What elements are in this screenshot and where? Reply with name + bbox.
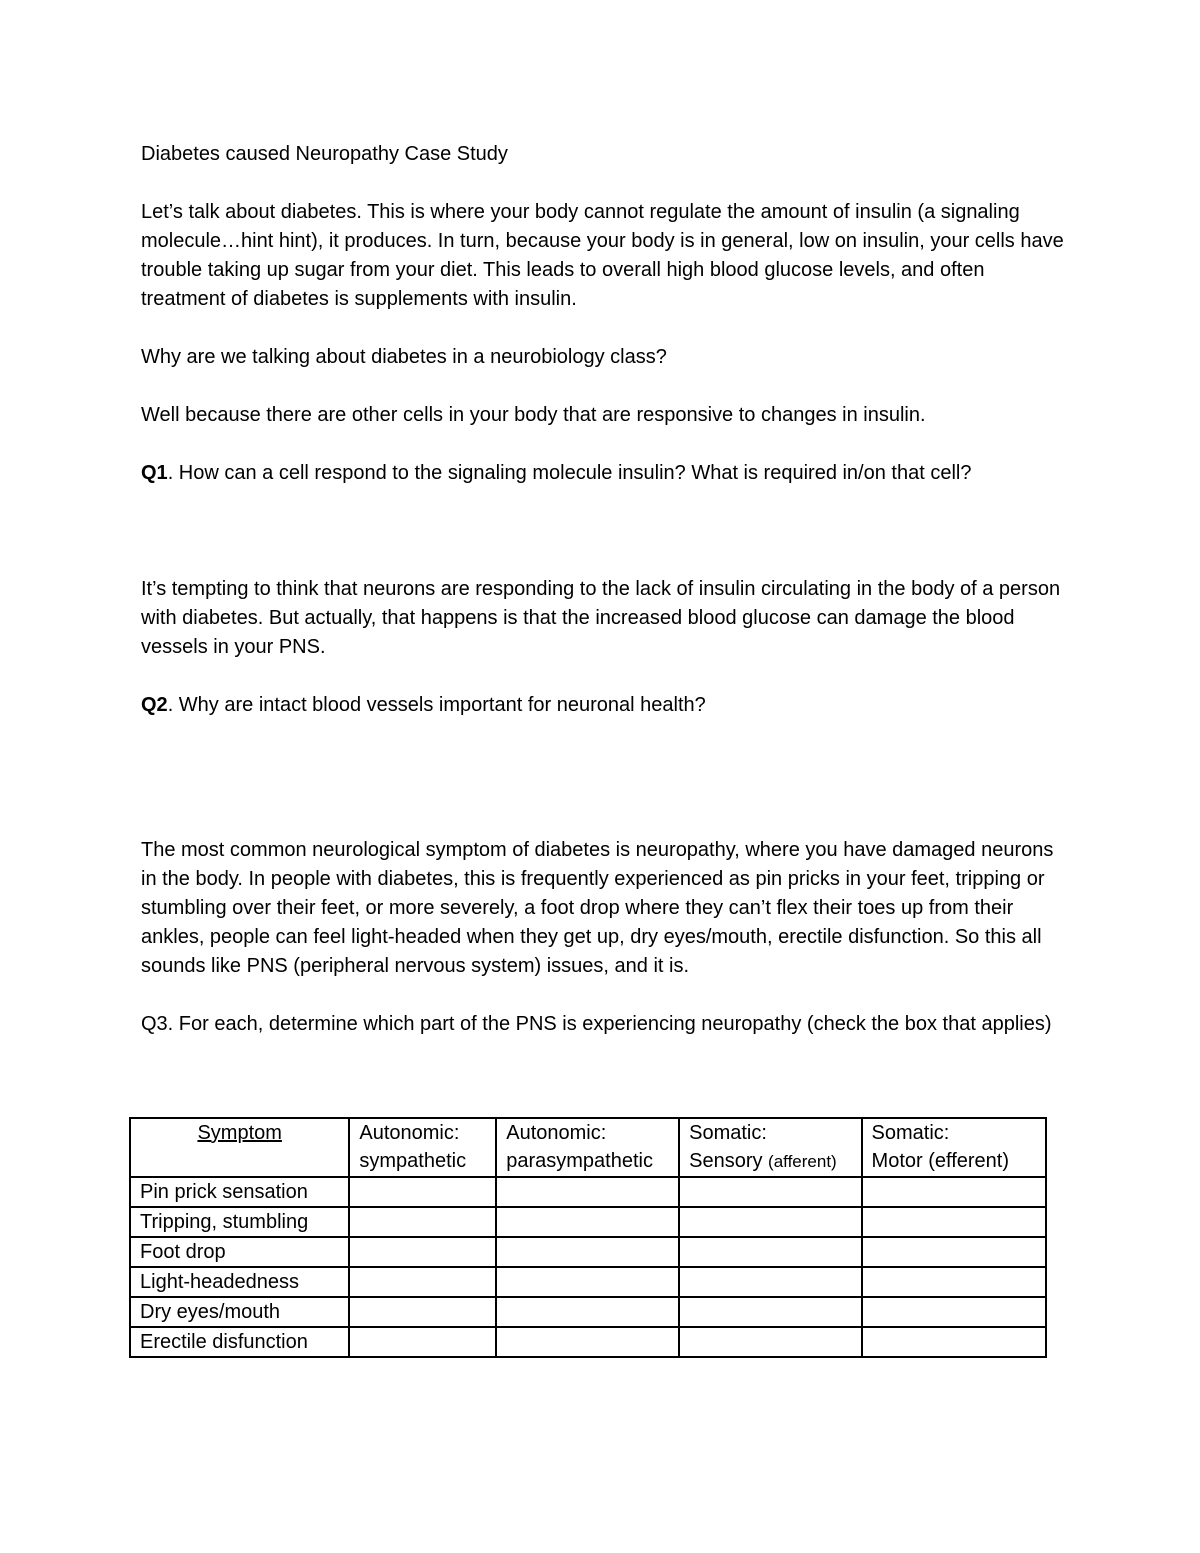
table-row — [130, 1327, 1046, 1357]
common-paragraph: The most common neurological symptom of diabetes is neuropathy, where you have damaged neurons in the body. In people with diabetes, this is frequently experienced as pin pricks in your feet, tripping or stumbling over their feet, or more severely, a foot drop where they can’t flex their toes up from their ankles, people can feel light-headed when they get up, dry eyes/mouth, erectile disfunction. So this all sounds like PNS (peripheral nervous system) issues, and it is. — [141, 839, 1054, 977]
checkbox-cell[interactable] — [679, 1297, 861, 1327]
checkbox-cell[interactable] — [862, 1327, 1046, 1357]
checkbox-cell[interactable] — [496, 1207, 679, 1237]
checkbox-cell[interactable] — [862, 1237, 1046, 1267]
question-2-label: Q2 — [141, 694, 168, 716]
table-row — [130, 1267, 1046, 1297]
table-row — [130, 1237, 1046, 1267]
checkbox-cell[interactable] — [349, 1297, 496, 1327]
checkbox-cell[interactable] — [349, 1327, 496, 1357]
checkbox-cell[interactable] — [862, 1297, 1046, 1327]
header-somatic-sensory: Somatic: Sensory (afferent) — [679, 1118, 861, 1177]
symptom-label: Erectile disfunction — [130, 1327, 349, 1357]
question-3: Q3. For each, determine which part of the PNS is experiencing neuropathy (check the box that applies) — [141, 1013, 1052, 1035]
checkbox-cell[interactable] — [496, 1177, 679, 1207]
answer-space-2[interactable] — [141, 720, 1071, 836]
checkbox-cell[interactable] — [862, 1267, 1046, 1297]
intro-paragraph: Let’s talk about diabetes. This is where your body cannot regulate the amount of insulin (a signaling molecule…hint hint), it produces. In turn, because your body is in general, low on insulin, your cells have trouble taking up sugar from your diet. This leads to overall high blood glucose levels, and often treatment of diabetes is supplements with insulin. — [141, 201, 1064, 310]
header-autonomic-sympathetic: Autonomic: sympathetic — [349, 1118, 496, 1177]
checkbox-cell[interactable] — [496, 1297, 679, 1327]
question-1 — [141, 459, 1071, 488]
symptom-label: Light-headedness — [130, 1267, 349, 1297]
checkbox-cell[interactable] — [679, 1177, 861, 1207]
checkbox-cell[interactable] — [679, 1237, 861, 1267]
header-somatic-motor: Somatic: Motor (efferent) — [862, 1118, 1046, 1177]
checkbox-cell[interactable] — [862, 1207, 1046, 1237]
answer-space-1[interactable] — [141, 488, 1071, 575]
well-paragraph: Well because there are other cells in your body that are responsive to changes in insulin. — [141, 404, 926, 426]
checkbox-cell[interactable] — [679, 1327, 861, 1357]
checkbox-cell[interactable] — [496, 1327, 679, 1357]
tempting-paragraph: It’s tempting to think that neurons are responding to the lack of insulin circulating in the body of a person with diabetes. But actually, that happens is that the increased blood glucose can damage the blood vessels in your PNS. — [141, 578, 1061, 658]
why-paragraph: Why are we talking about diabetes in a neurobiology class? — [141, 346, 667, 368]
checkbox-cell[interactable] — [496, 1237, 679, 1267]
header-symptom: Symptom — [130, 1118, 349, 1177]
table-row — [130, 1177, 1046, 1207]
question-1-label: Q1 — [141, 462, 168, 484]
checkbox-cell[interactable] — [349, 1207, 496, 1237]
symptom-label: Tripping, stumbling — [130, 1207, 349, 1237]
document-body — [141, 140, 1071, 1039]
document-title: Diabetes caused Neuropathy Case Study — [141, 143, 508, 165]
question-2 — [141, 691, 1071, 720]
header-autonomic-parasympathetic: Autonomic: parasympathetic — [496, 1118, 679, 1177]
symptom-label: Pin prick sensation — [130, 1177, 349, 1207]
checkbox-cell[interactable] — [349, 1237, 496, 1267]
question-2-text: . Why are intact blood vessels important for neuronal health? — [167, 694, 706, 716]
table-row — [130, 1207, 1046, 1237]
table-header-row — [130, 1118, 1046, 1177]
symptom-label: Foot drop — [130, 1237, 349, 1267]
checkbox-cell[interactable] — [679, 1207, 861, 1237]
checkbox-cell[interactable] — [496, 1267, 679, 1297]
checkbox-cell[interactable] — [679, 1267, 861, 1297]
question-1-text: . How can a cell respond to the signaling molecule insulin? What is required in/on that cell? — [167, 462, 972, 484]
symptom-table — [129, 1117, 1047, 1358]
checkbox-cell[interactable] — [349, 1267, 496, 1297]
symptom-label: Dry eyes/mouth — [130, 1297, 349, 1327]
checkbox-cell[interactable] — [349, 1177, 496, 1207]
table-row — [130, 1297, 1046, 1327]
checkbox-cell[interactable] — [862, 1177, 1046, 1207]
